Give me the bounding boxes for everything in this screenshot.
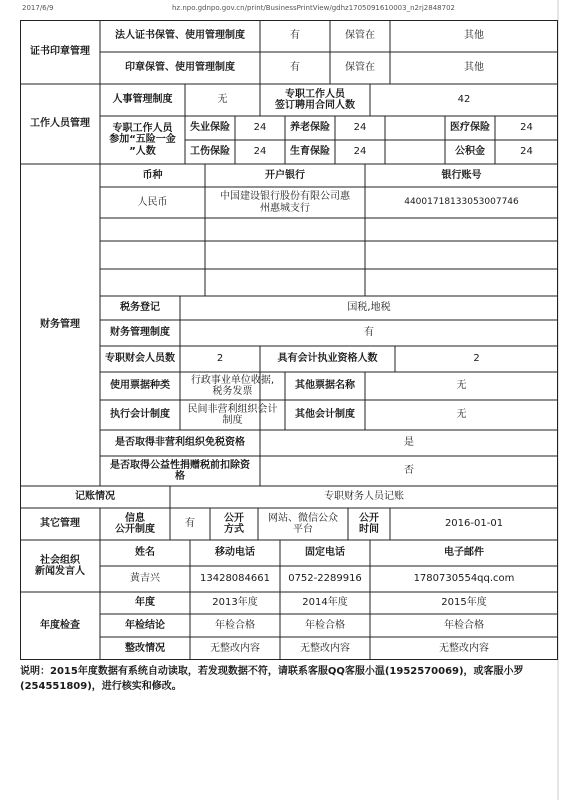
- spokesperson-phone: 0752-2289916: [288, 573, 362, 585]
- spokesperson-mobile-header: 移动电话: [215, 547, 255, 559]
- maternity-label: 生育保险: [290, 146, 330, 158]
- annual-result-2013: 年检合格: [215, 619, 255, 631]
- spokesperson-email-header: 电子邮件: [444, 547, 484, 559]
- annual-rectify-label: 整改情况: [125, 642, 165, 654]
- housing-fund-label: 公积金: [455, 146, 485, 158]
- unemployment-value: 24: [253, 122, 267, 134]
- other-invoice-label: 其他票据名称: [295, 380, 355, 392]
- section-spokesperson: 社会组织 新闻发言人: [35, 554, 85, 577]
- annual-year-2015: 2015年度: [441, 597, 487, 609]
- donation-deduction-label: 是否取得公益性捐赠税前扣除资 格: [110, 459, 250, 482]
- invoice-type-label: 使用票据种类: [110, 380, 170, 392]
- other-accounting-label: 其他会计制度: [295, 409, 355, 421]
- print-date: 2017/6/9: [22, 4, 54, 12]
- cert-system-value: 有: [290, 30, 300, 42]
- currency-cell: 人民币: [137, 196, 168, 208]
- other-accounting-value: 无: [456, 409, 467, 421]
- finance-system-label: 财务管理制度: [110, 327, 170, 339]
- disclosure-label: 信息 公开制度: [115, 512, 155, 535]
- accountant-count-value: 2: [216, 353, 224, 365]
- annual-year-2013: 2013年度: [212, 597, 258, 609]
- section-annual: 年度检查: [40, 620, 80, 632]
- section-cert-seal: 证书印章管理: [30, 46, 90, 58]
- accounting-system-value: 民间非营利组织会计 制度: [187, 403, 278, 426]
- hr-system-label: 人事管理制度: [112, 94, 173, 106]
- annual-rectify-2014: 无整改内容: [300, 642, 350, 654]
- seal-kept-value: 其他: [464, 62, 484, 74]
- injury-value: 24: [253, 146, 267, 158]
- section-other: 其它管理: [40, 518, 80, 530]
- medical-value: 24: [520, 122, 533, 134]
- disclosure-time-label: 公开 时间: [359, 512, 379, 535]
- disclosure-value: 有: [185, 518, 195, 530]
- info-table: [20, 20, 558, 660]
- spokesperson-phone-header: 固定电话: [305, 547, 345, 559]
- section-staff: 工作人员管理: [30, 118, 90, 130]
- disclosure-method-value: 网站、微信公众 平台: [268, 512, 338, 535]
- spokesperson-mobile: 13428084661: [200, 573, 270, 585]
- cert-kept-label: 保管在: [345, 30, 375, 42]
- seal-system-value: 有: [290, 62, 300, 74]
- accounting-system-label: 执行会计制度: [110, 409, 170, 421]
- housing-fund-value: 24: [520, 146, 533, 158]
- annual-year-2014: 2014年度: [302, 597, 348, 609]
- annual-rectify-2015: 无整改内容: [439, 642, 489, 654]
- annual-result-label: 年检结论: [125, 619, 165, 631]
- annual-rectify-2013: 无整改内容: [210, 642, 260, 654]
- account-header: 银行账号: [441, 169, 482, 181]
- cert-system-label: 法人证书保管、使用管理制度: [115, 30, 245, 42]
- footnote: 说明：2015年度数据有系统自动读取，若发现数据不符，请联系客服QQ客服小温(1952570069)，或客服小罗(254551809)，进行核实和修改。: [20, 666, 524, 692]
- maternity-value: 24: [353, 146, 367, 158]
- print-url: hz.npo.gdnpo.gov.cn/print/BusinessPrintView/gdhz1705091610003_n2rj2848702: [172, 4, 455, 12]
- tax-exempt-value: 是: [404, 437, 414, 449]
- spokesperson-email: 1780730554qq.com: [413, 573, 515, 585]
- disclosure-time-value: 2016-01-01: [444, 518, 504, 530]
- currency-header: 币种: [142, 169, 163, 181]
- account-cell: 44001718133053007746: [404, 197, 519, 208]
- contract-value: 42: [457, 94, 471, 106]
- bank-header: 开户银行: [265, 169, 305, 181]
- qualified-count-label: 具有会计执业资格人数: [277, 353, 378, 365]
- invoice-type-value: 行政事业单位收据, 税务发票: [190, 374, 275, 397]
- seal-system-label: 印章保管、使用管理制度: [125, 62, 235, 74]
- bookkeeping-value: 专职财务人员记账: [324, 491, 404, 503]
- spokesperson-name-header: 姓名: [135, 547, 155, 559]
- unemployment-label: 失业保险: [190, 122, 230, 134]
- cert-kept-value: 其他: [464, 30, 484, 42]
- donation-deduction-value: 否: [404, 465, 414, 477]
- contract-label: 专职工作人员 签订聘用合同人数: [275, 88, 355, 111]
- medical-label: 医疗保险: [450, 122, 490, 134]
- annual-result-2015: 年检合格: [444, 619, 484, 631]
- finance-system-value: 有: [364, 327, 374, 339]
- bank-cell: 中国建设银行股份有限公司惠 州惠城支行: [220, 191, 350, 214]
- other-invoice-value: 无: [456, 380, 467, 392]
- accountant-count-label: 专职财会人员数: [105, 353, 175, 365]
- qualified-count-value: 2: [473, 353, 480, 365]
- tax-registration-label: 税务登记: [120, 302, 160, 314]
- hr-system-value: 无: [217, 94, 228, 106]
- section-finance: 财务管理: [40, 319, 80, 331]
- spokesperson-name: 黄吉兴: [130, 573, 160, 585]
- seal-kept-label: 保管在: [345, 62, 375, 74]
- annual-year-label: 年度: [135, 597, 155, 609]
- insurance-label: 专职工作人员 参加“五险一金 ”人数: [109, 122, 176, 157]
- tax-exempt-label: 是否取得非营利组织免税资格: [115, 437, 245, 449]
- pension-value: 24: [353, 122, 367, 134]
- pension-label: 养老保险: [290, 122, 330, 134]
- injury-label: 工伤保险: [190, 146, 230, 158]
- annual-result-2014: 年检合格: [305, 619, 345, 631]
- bookkeeping-label: 记账情况: [75, 491, 115, 503]
- disclosure-method-label: 公开 方式: [224, 512, 244, 535]
- tax-registration-value: 国税,地税: [347, 302, 391, 314]
